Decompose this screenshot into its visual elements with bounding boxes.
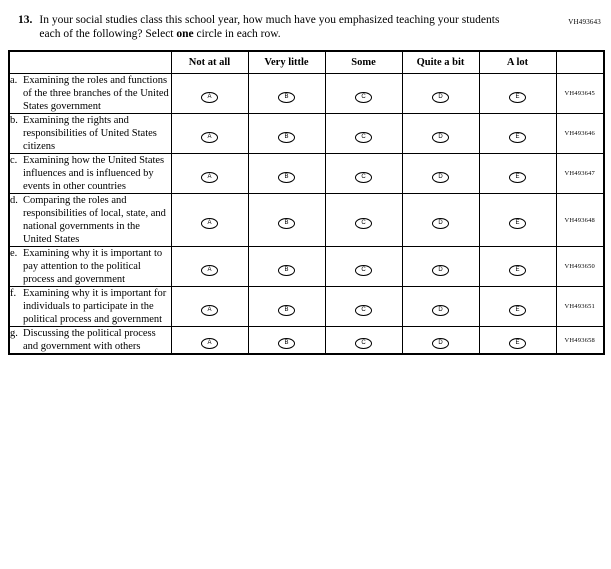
answer-cell [171,327,248,355]
answer-cell [325,327,402,355]
row-text: Examining why it is important to pay attention to the political process and government [23,248,163,285]
answer-bubble[interactable]: C [355,132,372,143]
column-header-very-little: Very little [248,51,325,74]
answer-cell [479,74,556,114]
answer-bubble[interactable]: E [509,265,526,276]
answer-cell [171,114,248,154]
row-code: VH493646 [556,114,604,154]
question-text: In your social studies class this school year, how much have you emphasized teaching your students each of the following? Select one circle in each row. [39,14,500,40]
answer-bubble[interactable]: D [432,172,449,183]
answer-bubble[interactable]: A [201,172,218,183]
row-letter: f. [10,288,17,299]
answer-cell [479,154,556,194]
answer-cell [325,287,402,327]
answer-cell [402,114,479,154]
answer-cell [479,194,556,247]
form-code-top: VH493643 [568,18,601,26]
row-code: VH493648 [556,194,604,247]
answer-bubble[interactable]: A [201,92,218,103]
answer-cell [479,114,556,154]
row-label [9,114,171,154]
answer-cell [402,247,479,287]
answer-cell [325,154,402,194]
answer-bubble[interactable]: B [278,92,295,103]
row-letter: d. [10,195,18,206]
answer-bubble[interactable]: E [509,305,526,316]
answer-bubble[interactable]: A [201,305,218,316]
row-label [9,194,171,247]
column-header-not-at-all: Not at all [171,51,248,74]
row-letter: b. [10,115,18,126]
question-number: 13. [18,14,33,26]
row-text: Comparing the roles and responsibilities of local, state, and national governments in the United States [23,195,166,245]
answer-bubble[interactable]: D [432,305,449,316]
column-header-quite-a-bit: Quite a bit [402,51,479,74]
table-row [9,194,604,247]
answer-bubble[interactable]: D [432,218,449,229]
answer-bubble[interactable]: B [278,305,295,316]
answer-cell [325,74,402,114]
row-letter: c. [10,155,18,166]
table-row [9,114,604,154]
row-text: Examining how the United States influences and is influenced by events in other countries [23,155,165,192]
answer-cell [171,194,248,247]
answer-bubble[interactable]: B [278,172,295,183]
answer-cell [325,194,402,247]
table-row [9,287,604,327]
row-label [9,327,171,355]
header-blank [9,51,171,74]
answer-bubble[interactable]: B [278,265,295,276]
answer-bubble[interactable]: E [509,132,526,143]
row-code: VH493647 [556,154,604,194]
row-code: VH493651 [556,287,604,327]
row-code: VH493658 [556,327,604,355]
answer-bubble[interactable]: A [201,132,218,143]
header-code-blank [556,51,604,74]
answer-bubble[interactable]: E [509,338,526,349]
answer-cell [171,247,248,287]
row-text: Examining the roles and functions of the three branches of the United States government [23,75,169,112]
table-row [9,154,604,194]
answer-bubble[interactable]: A [201,265,218,276]
answer-cell [325,247,402,287]
answer-bubble[interactable]: D [432,92,449,103]
table-row [9,247,604,287]
row-letter: e. [10,248,18,259]
answer-bubble[interactable]: E [509,218,526,229]
row-letter: g. [10,328,18,339]
row-code: VH493645 [556,74,604,114]
answer-bubble[interactable]: A [201,218,218,229]
column-header-a-lot: A lot [479,51,556,74]
answer-bubble[interactable]: C [355,92,372,103]
row-text: Examining why it is important for individuals to participate in the political process and government [23,288,167,325]
answer-bubble[interactable]: B [278,132,295,143]
response-matrix [8,50,605,355]
table-row [9,74,604,114]
row-code: VH493650 [556,247,604,287]
row-label [9,154,171,194]
answer-bubble[interactable]: D [432,265,449,276]
answer-bubble[interactable]: C [355,172,372,183]
row-text: Examining the rights and responsibilities of United States citizens [23,115,157,152]
answer-bubble[interactable]: D [432,338,449,349]
answer-cell [402,194,479,247]
table-body [9,74,604,355]
table-row [9,327,604,355]
answer-cell [479,247,556,287]
answer-bubble[interactable]: C [355,305,372,316]
row-label [9,247,171,287]
answer-cell [402,154,479,194]
answer-cell [402,74,479,114]
answer-bubble[interactable]: B [278,218,295,229]
answer-bubble[interactable]: C [355,265,372,276]
row-label [9,74,171,114]
answer-bubble[interactable]: B [278,338,295,349]
answer-cell [171,74,248,114]
question-13 [18,13,591,41]
answer-bubble[interactable]: E [509,172,526,183]
answer-bubble[interactable]: D [432,132,449,143]
answer-bubble[interactable]: E [509,92,526,103]
answer-cell [171,154,248,194]
answer-cell [248,74,325,114]
answer-cell [402,287,479,327]
column-header-some: Some [325,51,402,74]
header-row [9,51,604,74]
answer-cell [248,154,325,194]
answer-cell [248,247,325,287]
answer-cell [479,327,556,355]
answer-cell [325,114,402,154]
answer-bubble[interactable]: C [355,218,372,229]
answer-bubble[interactable]: C [355,338,372,349]
answer-bubble[interactable]: A [201,338,218,349]
answer-cell [171,287,248,327]
answer-cell [248,194,325,247]
row-label [9,287,171,327]
answer-cell [479,287,556,327]
row-text: Discussing the political process and government with others [23,328,156,352]
answer-cell [248,287,325,327]
answer-cell [248,327,325,355]
answer-cell [402,327,479,355]
answer-cell [248,114,325,154]
row-letter: a. [10,75,18,86]
